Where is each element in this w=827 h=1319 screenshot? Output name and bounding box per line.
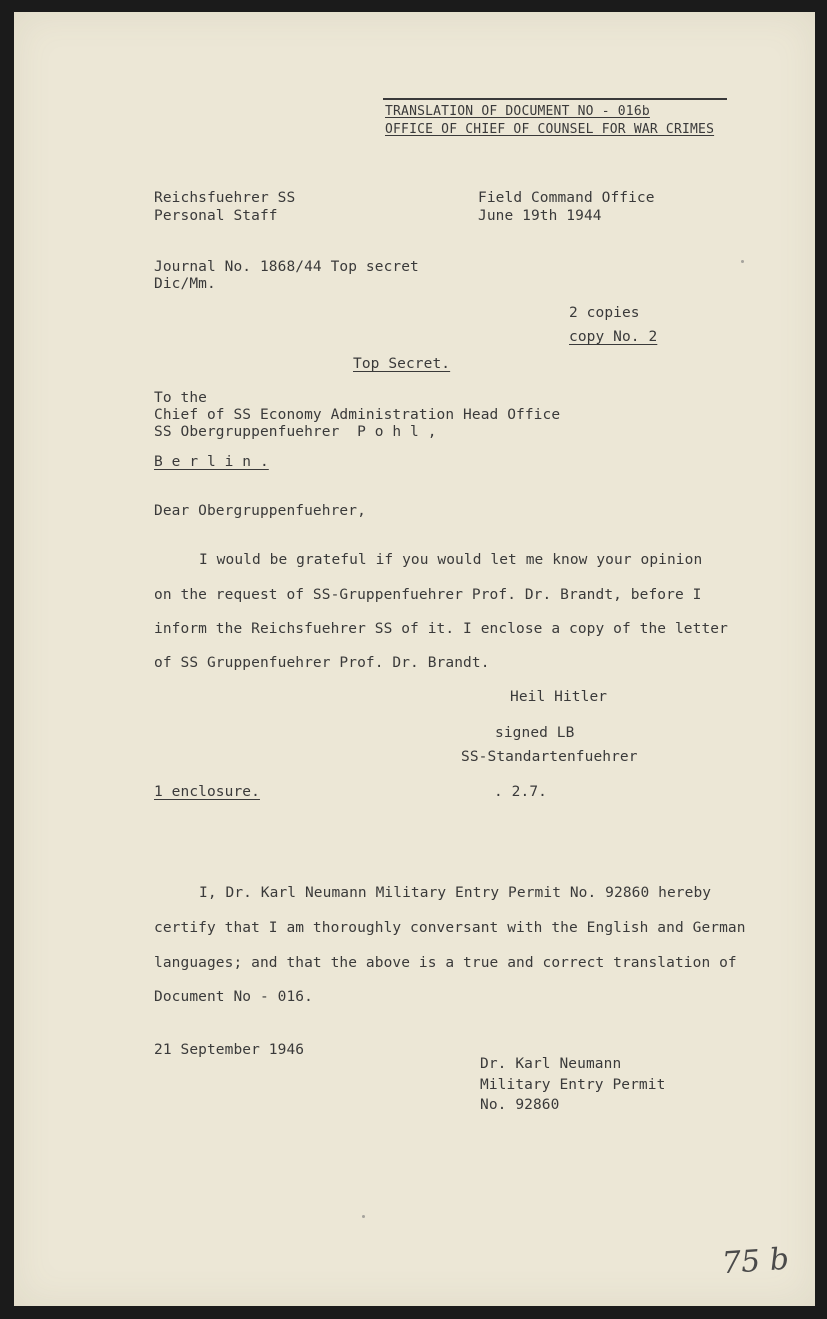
header-translation-line: TRANSLATION OF DOCUMENT NO - 016b: [385, 104, 650, 119]
enclosure-note: 1 enclosure.: [154, 784, 260, 800]
sender-line-1: Reichsfuehrer SS: [154, 190, 296, 206]
body-line-1: I would be grateful if you would let me know your opinion: [199, 552, 703, 568]
recipient-line-1: To the: [154, 390, 207, 406]
recipient-city: B e r l i n .: [154, 454, 269, 470]
paper-speck: [741, 260, 744, 263]
paper-speck: [362, 1215, 365, 1218]
body-line-4: of SS Gruppenfuehrer Prof. Dr. Brandt.: [154, 655, 490, 671]
header-rule: [383, 98, 727, 100]
certification-line-1: I, Dr. Karl Neumann Military Entry Permit No. 92860 hereby: [199, 885, 712, 901]
classification: Top Secret.: [353, 356, 451, 372]
date-line: June 19th 1944: [478, 208, 602, 224]
journal-line-2: Dic/Mm.: [154, 276, 216, 292]
document-page: [14, 12, 815, 1306]
handwritten-page-mark: 75 b: [720, 1241, 791, 1282]
certification-line-2: certify that I am thoroughly conversant with the English and German: [154, 920, 746, 936]
recipient-line-2: Chief of SS Economy Administration Head Office: [154, 407, 561, 423]
copy-number: copy No. 2: [569, 329, 658, 345]
header-office-line: OFFICE OF CHIEF OF COUNSEL FOR WAR CRIMES: [385, 122, 715, 137]
translator-name: Dr. Karl Neumann: [480, 1056, 622, 1072]
copies-count: 2 copies: [569, 305, 640, 321]
body-line-3: inform the Reichsfuehrer SS of it. I enclose a copy of the letter: [154, 621, 728, 637]
journal-line-1: Journal No. 1868/44 Top secret: [154, 259, 419, 275]
certification-line-4: Document No - 016.: [154, 989, 313, 1005]
place-line: Field Command Office: [478, 190, 655, 206]
translator-permit-number: No. 92860: [480, 1097, 560, 1113]
certification-line-3: languages; and that the above is a true and correct translation of: [154, 955, 737, 971]
certification-date: 21 September 1946: [154, 1042, 305, 1058]
closing-rank: SS-Standartenfuehrer: [461, 749, 638, 765]
closing-signed: signed LB: [495, 725, 575, 741]
recipient-line-3: SS Obergruppenfuehrer P o h l ,: [154, 424, 437, 440]
sender-line-2: Personal Staff: [154, 208, 278, 224]
body-line-2: on the request of SS-Gruppenfuehrer Prof. Dr. Brandt, before I: [154, 587, 702, 603]
translator-permit: Military Entry Permit: [480, 1077, 666, 1093]
salutation: Dear Obergruppenfuehrer,: [154, 503, 366, 519]
closing-date-note: . 2.7.: [494, 784, 547, 800]
closing-greeting: Heil Hitler: [510, 689, 608, 705]
